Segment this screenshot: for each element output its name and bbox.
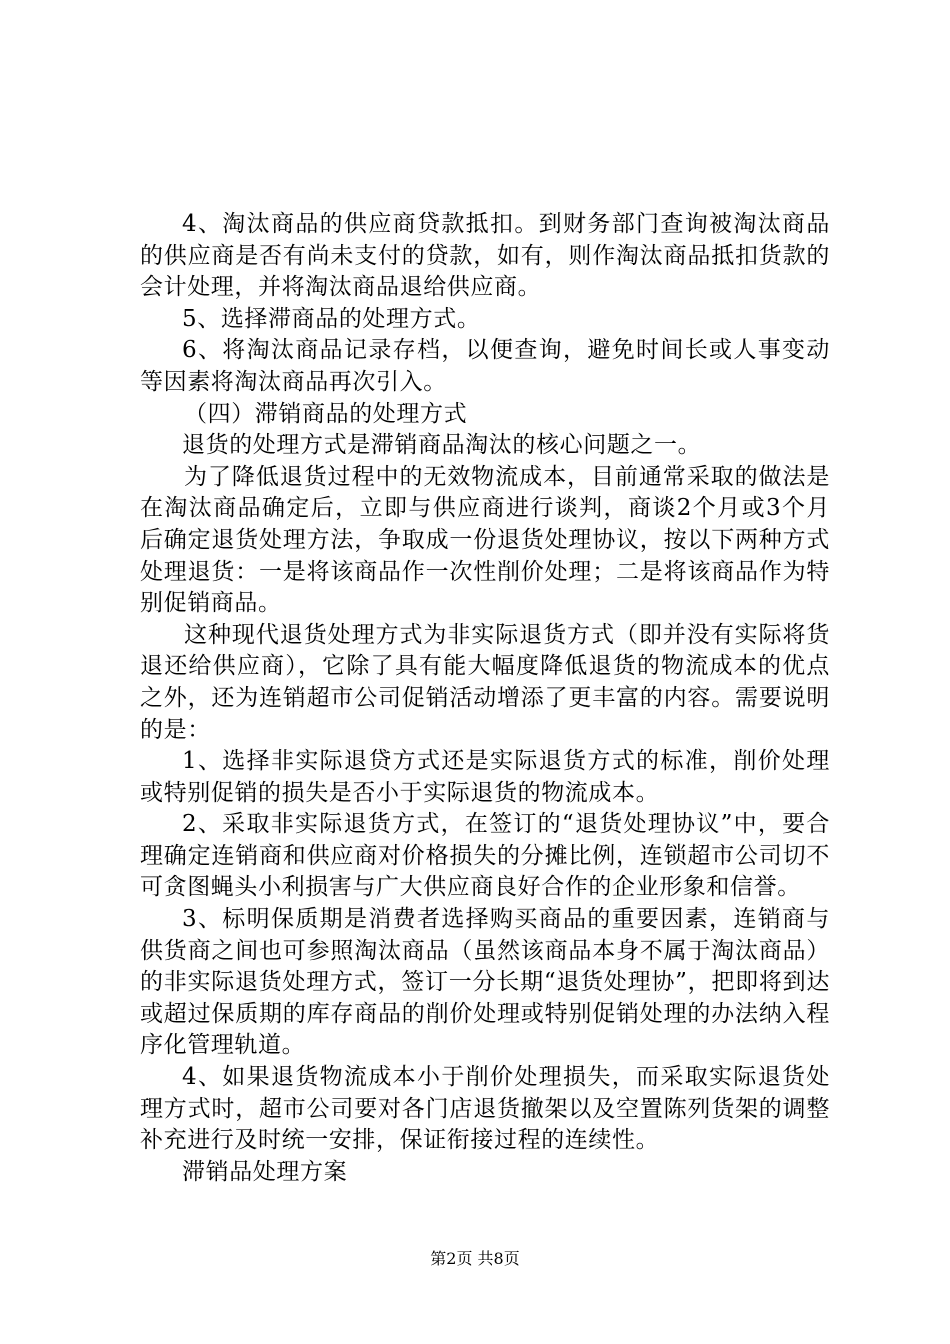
paragraph-archive-records: 6、将淘汰商品记录存档，以便查询，避免时间长或人事变动等因素将淘汰商品再次引入。 — [140, 337, 830, 395]
list-item-1: 1、选择非实际退贷方式还是实际退货方式的标准，削价处理或特别促销的损失是否小于实际退货的物流成本。 — [140, 748, 830, 806]
paragraph-choose-method: 5、选择滞商品的处理方式。 — [182, 305, 481, 332]
list-item-3: 3、标明保质期是消费者选择购买商品的重要因素，连销商与供货商之间也可参照淘汰商品（虽然该商品本身不属于淘汰商品）的非实际退货处理方式，签订一分长期“退货处理协”，把即将到达或超过保质期的库存商品的削价处理或特别促销处理的办法纳入程序化管理轨道。 — [140, 906, 830, 1059]
list-item-4: 4、如果退货物流成本小于削价处理损失，而采取实际退货处理方式时，超市公司要对各门店退货撤架以及空置陈列货架的调整补充进行及时统一安排，保证衔接过程的连续性。 — [140, 1064, 830, 1154]
document-body — [140, 209, 830, 1188]
list-item-2: 2、采取非实际退货方式，在签订的“退货处理协议”中，要合理确定连销商和供应商对价格损失的分摊比例，连锁超市公司切不可贪图蝇头小利损害与广大供应商良好合作的企业形象和信誉。 — [140, 811, 830, 901]
paragraph-modern-method: 这种现代退货处理方式为非实际退货方式（即并没有实际将货退还给供应商），它除了具有能大幅度降低退货的物流成本的优点之外，还为连销超市公司促销活动增添了更丰富的内容。需要说明的是： — [140, 621, 830, 743]
paragraph-supplier-deduction: 4、淘汰商品的供应商贷款抵扣。到财务部门查询被淘汰商品的供应商是否有尚未支付的贷款，如有，则作淘汰商品抵扣货款的会计处理，并将淘汰商品退给供应商。 — [140, 211, 830, 301]
section-heading: （四）滞销商品的处理方式 — [184, 400, 468, 427]
paragraph-core-issue: 退货的处理方式是滞销商品淘汰的核心问题之一。 — [182, 432, 702, 459]
closing-heading: 滞销品处理方案 — [182, 1158, 348, 1185]
paragraph-reduce-cost: 为了降低退货过程中的无效物流成本，目前通常采取的做法是在淘汰商品确定后，立即与供应商进行谈判，商谈2个月或3个月后确定退货处理方法，争取成一份退货处理协议，按以下两种方式处理退货：一是将该商品作一次性削价处理；二是将该商品作为特别促销商品。 — [140, 463, 830, 617]
page-number-footer: 第2页 共8页 — [430, 1249, 520, 1268]
